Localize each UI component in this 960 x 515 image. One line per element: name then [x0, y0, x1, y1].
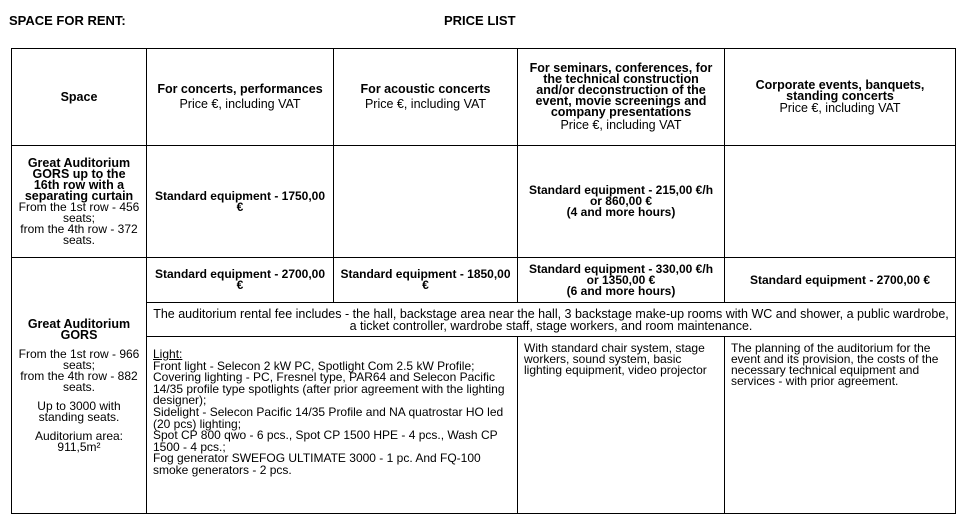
row1-concerts-price: Standard equipment - 1750,00 €	[147, 146, 334, 258]
light-line: Spot CP 800 qwo - 6 pcs., Spot CP 1500 HPE - 4 pcs., Wash CP 1500 - 4 pcs.;	[153, 428, 498, 454]
row2-corporate-price: Standard equipment - 2700,00 €	[725, 258, 956, 303]
row2-seminars-note: With standard chair system, stage workers, sound system, basic lighting equipment, video projector	[518, 337, 725, 514]
header-acoustic-title: For acoustic concerts	[360, 81, 491, 96]
row2-light-details	[147, 337, 518, 514]
price-list-title: PRICE LIST	[444, 13, 516, 28]
light-label: Light:	[153, 347, 183, 361]
row1-corporate-price	[725, 146, 956, 258]
header-row	[12, 49, 956, 146]
light-line: Front light - Selecon 2 kW PC, Spotlight Com 2.5 kW Profile;	[153, 358, 475, 373]
row2-acoustic-price: Standard equipment - 1850,00 €	[334, 258, 518, 303]
table-row	[12, 303, 956, 337]
light-line: Fog generator SWEFOG ULTIMATE 3000 - 1 pc. And FQ-100 smoke generators - 2 pcs.	[153, 451, 481, 477]
row1-space	[12, 146, 147, 258]
price-list-table	[11, 48, 956, 514]
header-concerts	[147, 49, 334, 146]
row2-space-detail: From the 1st row - 966 seats;	[18, 346, 140, 372]
header-corporate-sub: Price €, including VAT	[779, 100, 901, 115]
row2-space-detail: Up to 3000 with standing seats.	[37, 398, 121, 424]
row2-concerts-price: Standard equipment - 2700,00 €	[147, 258, 334, 303]
header-seminars	[518, 49, 725, 146]
header-concerts-sub: Price €, including VAT	[179, 96, 301, 111]
header-seminars-sub: Price €, including VAT	[560, 117, 682, 132]
header-acoustic-sub: Price €, including VAT	[364, 96, 487, 111]
row1-space-detail: from the 4th row - 372 seats.	[20, 221, 138, 247]
header-acoustic	[334, 49, 518, 146]
header-corporate-title: Corporate events, banquets, standing concerts	[755, 77, 925, 103]
row2-seminars-price-hours: (6 and more hours)	[566, 283, 676, 298]
row2-seminars-price-line: Standard equipment - 330,00 €/h or 1350,00 €	[528, 261, 714, 287]
row1-space-detail: From the 1st row - 456 seats;	[18, 199, 140, 225]
header-space-label: Space	[60, 89, 98, 104]
row2-space-detail: Auditorium area: 911,5m²	[34, 428, 124, 454]
row1-seminars-price-hours: (4 and more hours)	[566, 205, 676, 219]
row2-corporate-note: The planning of the auditorium for the event and its provision, the costs of the necessary technical equipment and services - with prior agreement.	[725, 337, 956, 514]
header-space	[12, 49, 147, 146]
header-concerts-title: For concerts, performances	[157, 81, 323, 96]
row2-space	[12, 258, 147, 514]
row1-seminars-price	[518, 146, 725, 258]
light-line: Sidelight - Selecon Pacific 14/35 Profile and NA quatrostar HO led (20 pcs) lighting;	[153, 404, 504, 431]
header-seminars-title: For seminars, conferences, for the technical construction and/or deconstruction of the event, movie screenings and company presentations	[529, 60, 713, 119]
table-row	[12, 337, 956, 514]
row2-space-detail: from the 4th row - 882 seats.	[20, 368, 138, 394]
row2-seminars-price	[518, 258, 725, 303]
space-for-rent-title: SPACE FOR RENT:	[9, 13, 126, 28]
row1-acoustic-price	[334, 146, 518, 258]
light-line: Covering lighting - PC, Fresnel type, PAR64 and Selecon Pacific 14/35 profile type spotlights (after prior agreement with the lighting designer);	[153, 370, 505, 408]
table-row	[12, 258, 956, 303]
header-corporate	[725, 49, 956, 146]
row2-includes: The auditorium rental fee includes - the hall, backstage area near the hall, 3 backstage make-up rooms with WC and shower, a public wardrobe, a ticket controller, wardrobe staff, stage workers, and room maintenance.	[147, 303, 956, 337]
table-row	[12, 146, 956, 258]
row1-space-title: Great Auditorium GORS up to the 16th row with a separating curtain	[24, 155, 134, 203]
row1-seminars-price-line: Standard equipment - 215,00 €/h or 860,00 €	[528, 183, 714, 208]
row2-space-title: Great Auditorium GORS	[27, 316, 131, 342]
